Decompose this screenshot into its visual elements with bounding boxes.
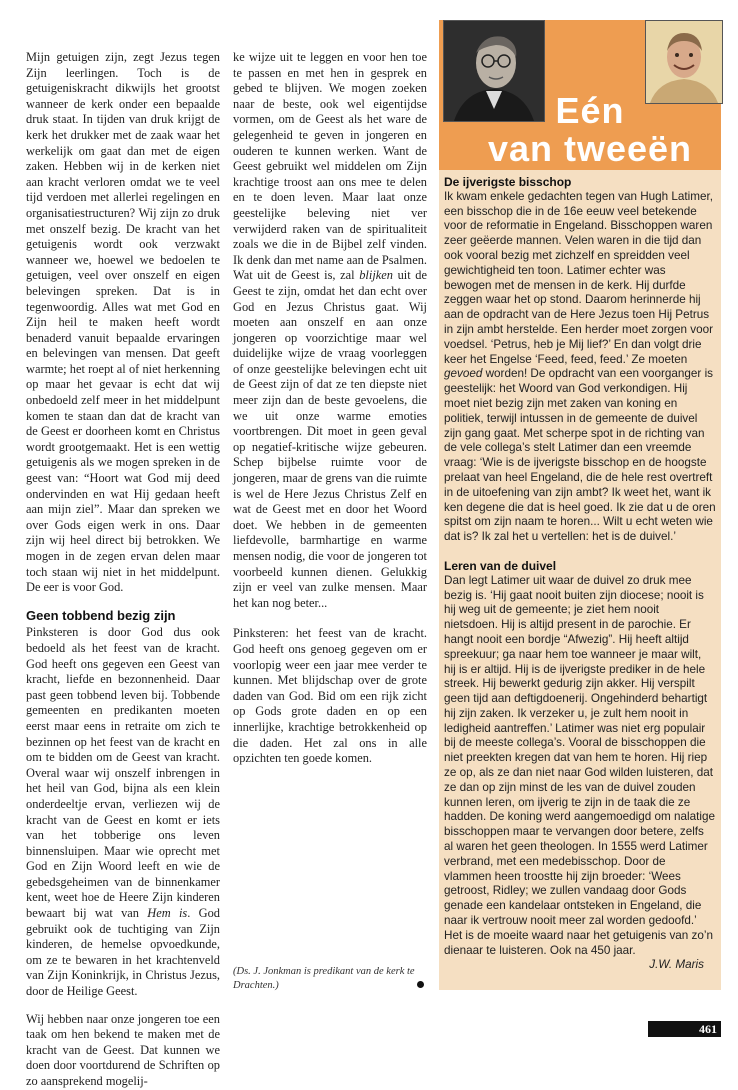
sidebar-header bbox=[439, 20, 721, 170]
sidebar-body bbox=[444, 175, 716, 973]
sidebar-box bbox=[439, 20, 721, 990]
sidebar-title-line-2: van tweeën bbox=[487, 128, 693, 169]
sidebar-heading-2: Leren van de duivel bbox=[444, 558, 557, 573]
text-run: Pinksteren is door God dus ook bedoeld als het feest van de kracht. God heeft ons gegeven een Geest van kracht, liefde en bezonnenheid. Daar past geen tobbend leven bij. Tobbende gemeenten en predikanten moeten eerst maar eens in retraite om zich te bezinnen op het feest van de kracht en om te bidden om de Geest van kracht. Overal waar wij onszelf inbrengen in het heil van God, bijna als een klein onderdeeltje ervan, verliezen wij de kracht van de Geest en komt er iets van het tobberige ons leven binnensluipen. Maar wie oprecht met God en Zijn Woord leeft en wie de gebedsgeheimen van de binnenkamer kent, weet hoe de Heere Zijn kinderen bewaart bij wat van bbox=[26, 625, 220, 921]
article-paragraph-1: Mijn getuigen zijn, zegt Jezus tegen Zijn leerlingen. Toch is de getuigeniskracht dikwijls het grootst wanneer de kerk onder een bepaalde druk staat. In tijden van druk krijgt de kerk het drukker met de zaak waar het werkelijk om gaat dan met de eigen zaken. Hebben wij in de kerken niet aan kracht verloren omdat we te veel tijd verdoen met allerlei regelingen en organisatiestructuren? Wij zijn zo druk met onszelf bezig. De kracht van het getuigenis wordt ook verzwakt wanneer we, hoewel we bedoelen te getuigen, veel over onszelf en eigen belevingen spreken. Dat is in tegenwoordig. Alles wat met God en Zijn heil te maken heeft wordt benaderd vanuit bepaalde ervaringen en belevingen van mensen. Dat geeft warmte; het roept al of niet herkenning op maar het gevaar is echt dat wij onbedoeld zelf meer in het middelpunt komen te staan dan dat de kracht van de Geest er doorheen komt en Christus wordt grootgemaakt. Het is een wettig getuigenis als we mogen spreken in de geest van: “Hoort wat God mij deed ondervinden en wat Hij gedaan heeft aan mijn ziel”. Maar dan spreken we over Gods eigen werk in ons. Daar zijn wij heel direct bij betrokken. We mogen in de zegen ervan delen maar toch staan wij niet in het middelpunt. De eer is voor God. bbox=[26, 50, 220, 595]
article-paragraph-2 bbox=[26, 625, 220, 999]
sidebar-paragraph-1 bbox=[444, 190, 716, 545]
sidebar-heading-1: De ijverigste bisschop bbox=[444, 175, 572, 189]
sidebar-title-line-1: Eén bbox=[555, 90, 625, 131]
text-run: ke wijze uit te leggen en voor hen toe te passen en met hen in gesprek en gebed te blijven. We mogen zoeken naar de beste, ook wel eigentijdse vormen, om de Geest als het ware de gelegenheid te geven in jongeren en ouderen te kunnen werken. Want de Geest gebruikt wel middelen om Zijn krachtige troost aan ons mee te delen en te doen leven. Maar laat onze geestelijke beleving niet ver verwijderd raken van de spiritualiteit zoals we die in de Bijbel zelf vinden. Ik denk dan met name aan de Psalmen. Wat uit de Geest is, zal bbox=[233, 50, 427, 283]
text-run: uit de Geest te zijn, omdat het dan echt over God en Jezus Christus gaat. Wij moeten aan onszelf en aan onze jongeren op voorzichtige maar wel duidelijke wijze de vraag voorleggen of onze geestelijke belevingen echt uit de Geest zijn of dat ze ten diepste niet meer zijn dan de beste gevoelens, die we uit onze warme emoties voortbrengen. Dit moet in geen geval op negatief-kritische wijze gebeuren. Schep bijbelse ruimte voor de jongeren, maar de grens van die ruimte is wel de Here Jezus Christus Zelf en wat de Geest met en door het Woord doet. We hebben in de gemeenten liefdevolle, barmhartige en warme mensen nodig, die voor de jongeren tot voorbeeld kunnen dienen. Gelukkig zijn er veel van zulke mensen. Maar het kan nog beter... bbox=[233, 268, 427, 610]
article-paragraph-4 bbox=[233, 50, 427, 611]
article-paragraph-5: Pinksteren: het feest van de kracht. God heeft ons genoeg gegeven om er voorlopig weer een jaar mee verder te kunnen. Met blijdschap over de grote daden van God. Bid om een rijk zicht op Gods grote daden en op een innerlijke, krachtige betrokkenheid op die daden. Het zal ons in alle opzichten ten goede komen. bbox=[233, 626, 427, 766]
emphasis-text: Hem is bbox=[147, 906, 188, 921]
article-subheading: Geen tobbend bezig zijn bbox=[26, 607, 176, 623]
author-credit: (Ds. J. Jonkman is predikant van de kerk te Drachten.) bbox=[233, 966, 415, 991]
article-column-1 bbox=[26, 50, 220, 1090]
sidebar-paragraph-2: Dan legt Latimer uit waar de duivel zo druk mee bezig is. ‘Hij gaat nooit buiten zijn diocese; nooit is hij weg uit de gemeente; je ziet hem nooit nietsdoen. Hij is altijd present in de parochie. Er hangt nooit een bordje “Afwezig”. Hij heeft altijd spreekuur; ga naar hem toe wanneer je maar wilt, hij is er altijd. Hij is de ijverigste prediker in de hele streek. Hij bewerkt gedurig zijn akker. Hij verspilt geen tijd aan deftigdoenerij. Ongehinderd behartigt hij zijn zaken. Ik verzeker u, je zult hem nooit in ledigheid aantreffen.’ Latimer was niet erg populair bij de meeste collega’s. Vooral de bisschoppen die niet preekten kregen dat van hem te horen. Hij riep ze op, als ze dan niet naar God wilden luisteren, dat ze dan op zijn minst de les van de duivel zouden kunnen leren, om ijverig te zijn in de taak die ze hadden. De koning werd aangemoedigd om nalatige bisschoppen maar te vervangen door betere, zelfs al waren het geen theologen. In 1555 werd Latimer verbrand, met een medebisschop. Door de vlammen heen troostte hij zijn broeder: ‘Wees getroost, Ridley; we zullen vandaag door Gods genade een kandelaar ontsteken in Engeland, die naar ik vertrouw nooit meer zal worden gedoofd.’ Het is de moeite waard naar het getuigenis van zo’n dienaar te luisteren. Ook na 450 jaar. bbox=[444, 573, 715, 957]
article-paragraph-3: Wij hebben naar onze jongeren toe een taak om hen bekend te maken met de kracht van de Geest. Dat kunnen we doen door voortdurend de Schriften op zo aansprekend mogelij- bbox=[26, 1011, 220, 1088]
article-column-2 bbox=[233, 50, 427, 767]
page-number-bar bbox=[648, 1021, 721, 1037]
end-bullet-icon bbox=[417, 981, 424, 988]
page-number: 461 bbox=[699, 1022, 717, 1036]
text-run: worden! De opdracht van een voorganger is geestelijk: het Woord van God verkondigen. Hij moet niet bezig zijn met zaken van koning en politiek, terwijl intussen in de gemeente de duivel zijn gang gaat. Met scherpe spot in de richting van de vele collega’s stelt Latimer dan een vreemde vraag: ‘Wie is de ijverigste bisschop en de hoogste prelaat van heel Engeland, die de hele rest overtreft in de uitoefening van zijn ambt? Ik weet het, want ik ken degene die dat is heel goed. Ik zie dat u de oren spitst om zijn naam te horen... Wilt u echt weten wie dat is? Ik zal het u vertellen: het is de duivel.’ bbox=[444, 367, 716, 544]
emphasis-text: gevoed bbox=[444, 367, 483, 381]
text-run: Ik kwam enkele gedachten tegen van Hugh Latimer, een bisschop die in de 16e eeuw veel betekende voor de reformatie in Engeland. Bisschoppen waren zeer geëerde mannen. Velen waren in die tijd dan ook vooral bezig met zichzelf en spreidden veel gewichtigheid ten toon. Latimer echter was bewogen met de mensen in de kerk. Hij durfde zeggen waar het op stond. Daarom herinnerde hij aan de opdracht van de Here Jezus toen Hij Petrus in zijn ambt herstelde. Een herder moet zorgen voor voedsel. ‘Petrus, heb je Mij lief?’ En dan volgt drie keer het Engelse ‘Feed, feed, feed.’ Ze moeten bbox=[444, 189, 713, 366]
emphasis-text: blijken bbox=[359, 268, 393, 283]
author-signature: J.W. Maris bbox=[649, 958, 704, 972]
text-run: . God gebruikt ook de tuchtiging van Zijn kinderen, de hemelse opvoedkunde, om ze te bewaren in het krachtenveld van Zijn Koninkrijk, in Christus Jezus, door de Heilige Geest. bbox=[26, 906, 220, 999]
